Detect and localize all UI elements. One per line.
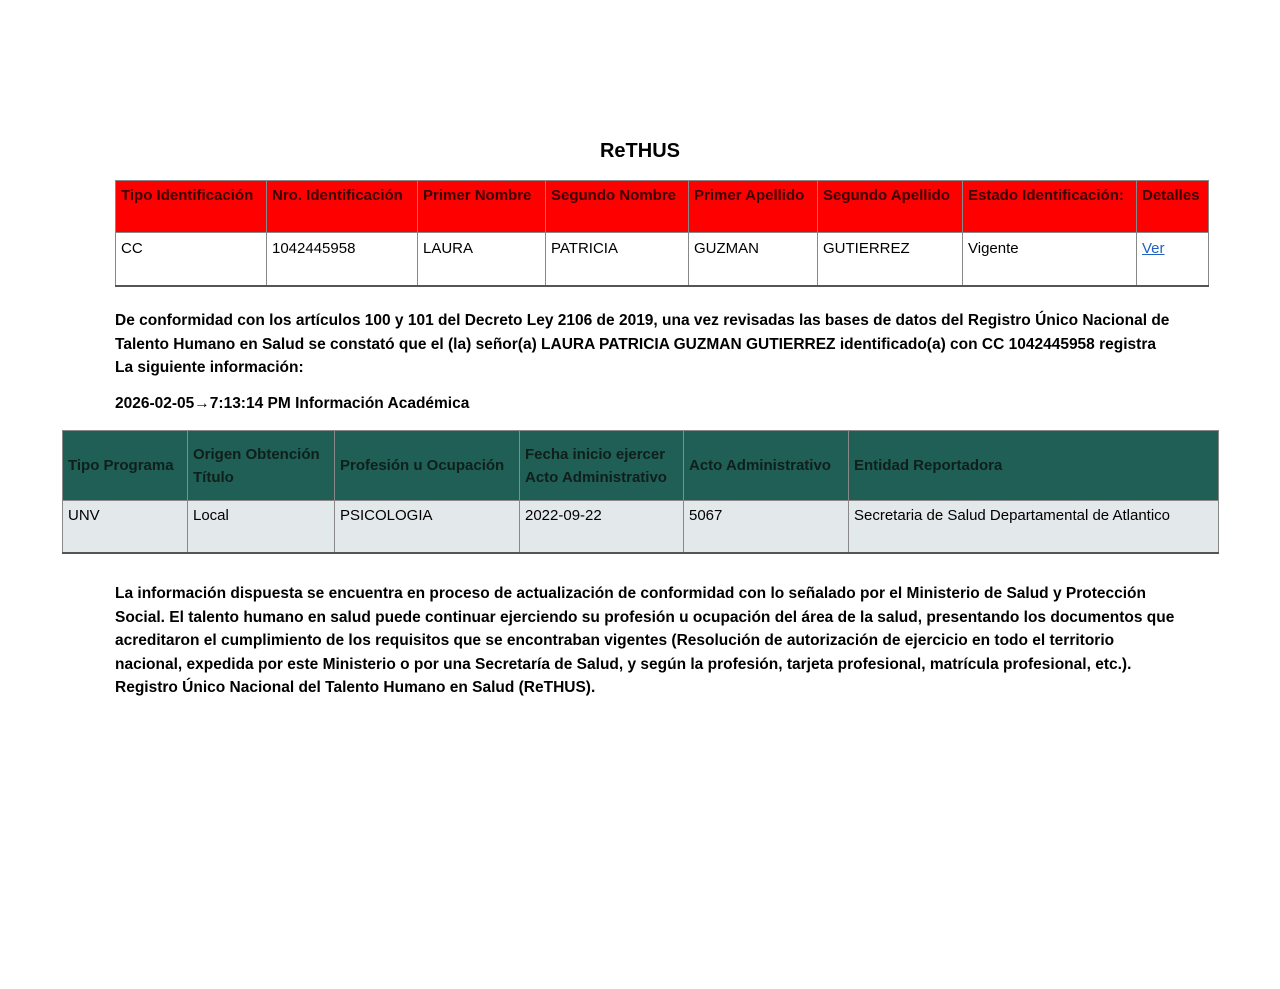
cell: PATRICIA xyxy=(546,233,689,287)
identification-table xyxy=(115,180,1209,287)
cell: 5067 xyxy=(684,501,849,554)
footer-note: La información dispuesta se encuentra en proceso de actualización de conformidad con lo señalado por el Ministerio de Salud y Protección Social. El talento humano en salud puede continuar ejerciendo su profesión u ocupación del área de la salud, presentando los documentos que acreditaron el cumplimiento de los requisitos que se encontraban vigentes (Resolución de autorización de ejercicio en todo el territorio nacional, expedida por este Ministerio o por una Secretaría de Salud, y según la profesión, tarjeta profesional, matrícula profesional, etc.). Registro Único Nacional del Talento Humano en Salud (ReTHUS). xyxy=(115,585,1175,696)
page-title: ReTHUS xyxy=(599,140,680,162)
header-cell: Estado Identificación: xyxy=(963,181,1137,233)
cell: CC xyxy=(116,233,267,287)
cell: Secretaria de Salud Departamental de Atlantico xyxy=(849,501,1219,554)
cell: GUTIERREZ xyxy=(818,233,963,287)
cell: Local xyxy=(188,501,335,554)
header-cell: Primer Apellido xyxy=(689,181,818,233)
details-link[interactable]: Ver xyxy=(1142,240,1165,257)
timestamp-heading: 2026-02-05→7:13:14 PM Información Académica xyxy=(115,395,470,412)
header-cell: Entidad Reportadora xyxy=(849,431,1219,501)
cell: UNV xyxy=(63,501,188,554)
cell: 1042445958 xyxy=(267,233,418,287)
cell: GUZMAN xyxy=(689,233,818,287)
header-cell: Primer Nombre xyxy=(418,181,546,233)
intro-paragraph: De conformidad con los artículos 100 y 101 del Decreto Ley 2106 de 2019, una vez revisadas las bases de datos del Registro Único Nacional de Talento Humano en Salud se constató que el (la) señor(a) LAURA PATRICIA GUZMAN GUTIERREZ identificado(a) con CC 1042445958 registra La siguiente información: xyxy=(115,312,1170,376)
academic-table xyxy=(62,430,1219,554)
header-cell: Tipo Programa xyxy=(63,431,188,501)
table-row xyxy=(63,501,1219,554)
header-cell: Origen Obtención Título xyxy=(188,431,335,501)
cell: PSICOLOGIA xyxy=(335,501,520,554)
header-cell: Fecha inicio ejercer Acto Administrativo xyxy=(520,431,684,501)
header-cell: Segundo Nombre xyxy=(546,181,689,233)
header-cell: Nro. Identificación xyxy=(267,181,418,233)
table-header-row xyxy=(116,181,1209,233)
header-cell: Detalles xyxy=(1137,181,1209,233)
header-cell: Acto Administrativo xyxy=(684,431,849,501)
cell: Vigente xyxy=(963,233,1137,287)
table-header-row xyxy=(63,431,1219,501)
cell: LAURA xyxy=(418,233,546,287)
header-cell: Tipo Identificación xyxy=(116,181,267,233)
header-cell: Segundo Apellido xyxy=(818,181,963,233)
cell xyxy=(1137,233,1209,287)
header-cell: Profesión u Ocupación xyxy=(335,431,520,501)
cell: 2022-09-22 xyxy=(520,501,684,554)
table-row xyxy=(116,233,1209,287)
